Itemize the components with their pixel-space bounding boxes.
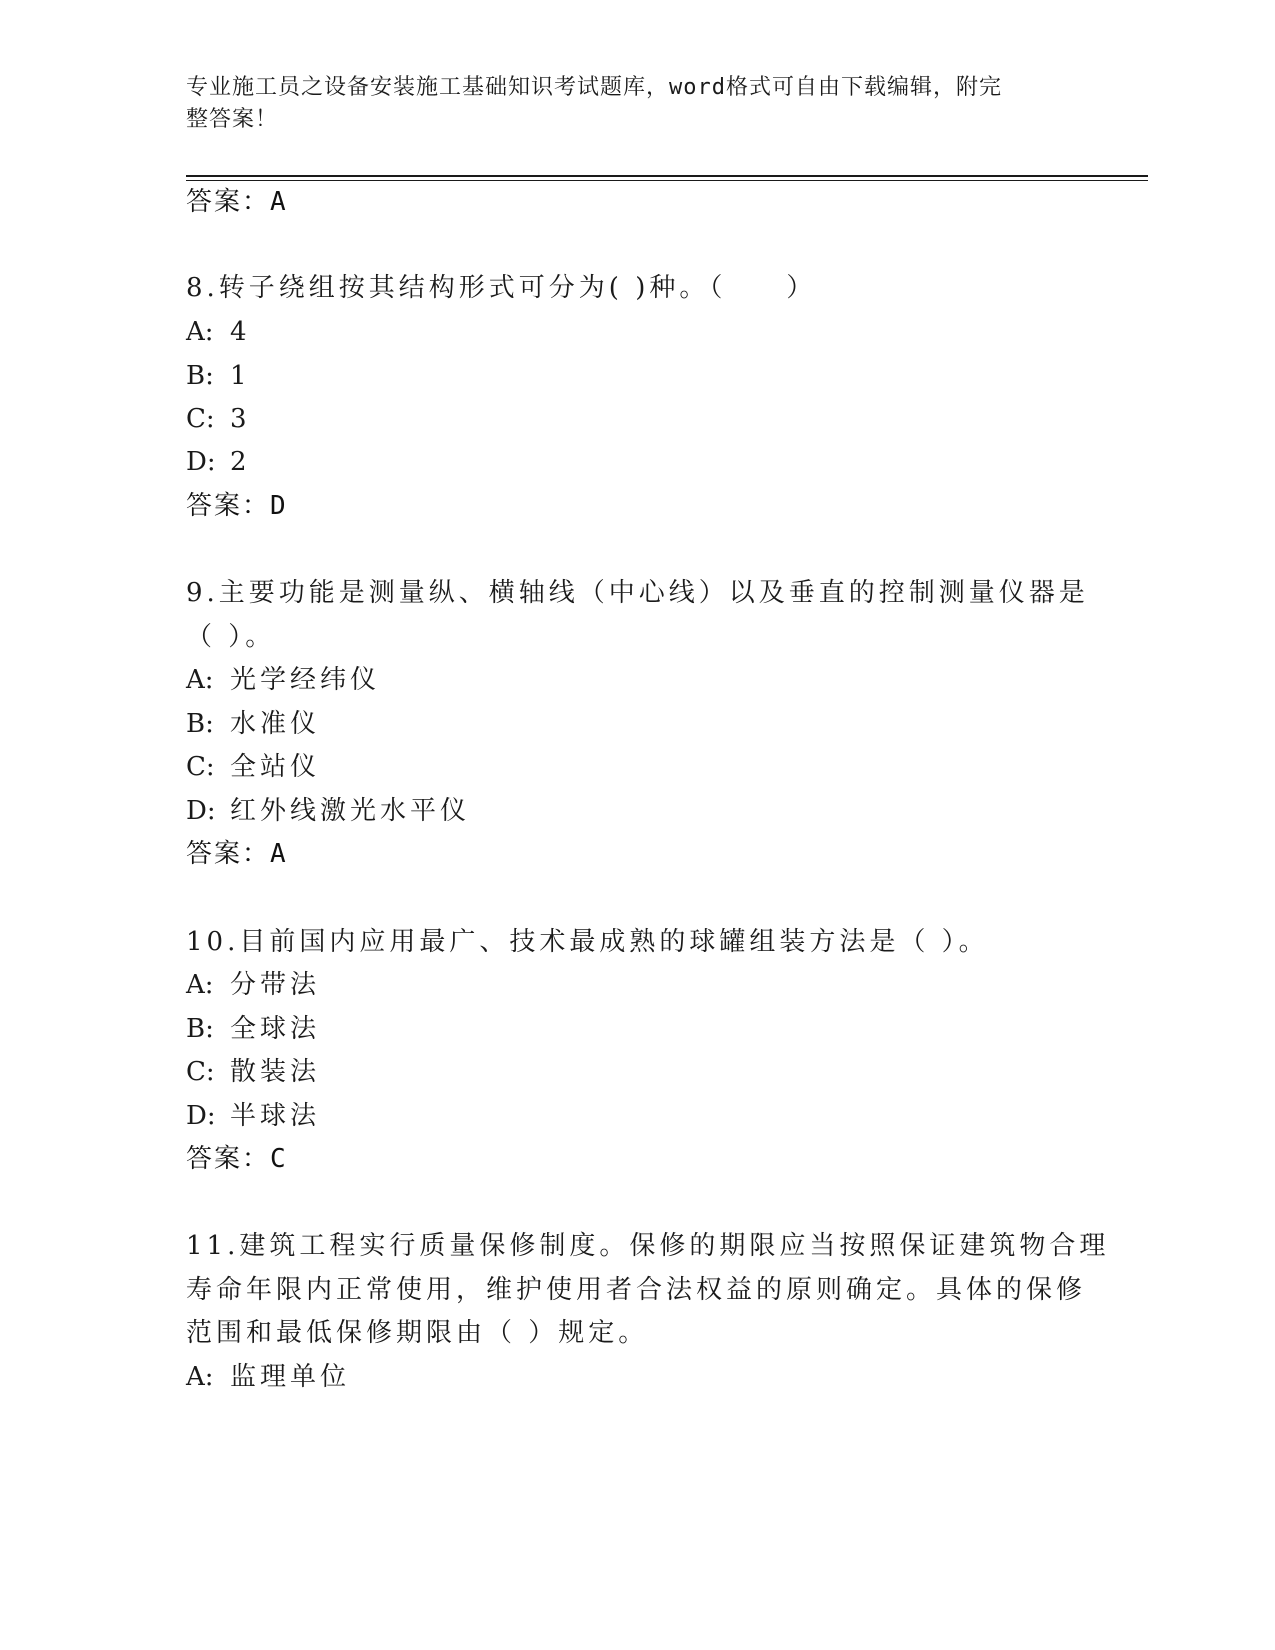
- document-header: [186, 72, 1066, 136]
- question-11-text-line-1: 11.建筑工程实行质量保修制度。保修的期限应当按照保证建筑物合理: [186, 1231, 1110, 1261]
- question-8-option-a: A: 4: [186, 317, 251, 347]
- question-10-answer: 答案：C: [186, 1144, 288, 1174]
- question-9-option-b: B: 水准仪: [186, 709, 321, 739]
- question-10-option-c: C: 散装法: [186, 1057, 321, 1087]
- question-10-option-b: B: 全球法: [186, 1014, 321, 1044]
- question-11-text-line-3: 范围和最低保修期限由（ ）规定。: [186, 1318, 649, 1348]
- question-10-text: 10.目前国内应用最广、技术最成熟的球罐组装方法是（ ）。: [186, 927, 989, 957]
- question-9-option-a: A: 光学经纬仪: [186, 665, 381, 695]
- header-line-1: 专业施工员之设备安装施工基础知识考试题库，word格式可自由下载编辑，附完: [186, 75, 1002, 100]
- question-8-option-d: D: 2: [186, 447, 251, 477]
- question-8-text: 8.转子绕组按其结构形式可分为( )种。（ ）: [186, 273, 817, 303]
- previous-answer: 答案：A: [186, 187, 288, 217]
- question-11-text-line-2: 寿命年限内正常使用，维护使用者合法权益的原则确定。具体的保修: [186, 1275, 1087, 1305]
- question-9-answer: 答案：A: [186, 839, 288, 869]
- header-rule-thick: [186, 175, 1148, 177]
- question-8-option-c: C: 3: [186, 404, 251, 434]
- question-10-option-d: D: 半球法: [186, 1101, 321, 1131]
- question-9-option-c: C: 全站仪: [186, 752, 321, 782]
- header-rule-thin: [186, 180, 1148, 181]
- question-8-answer: 答案：D: [186, 491, 288, 521]
- question-8-option-b: B: 1: [186, 361, 251, 391]
- question-11-option-a: A: 监理单位: [186, 1362, 351, 1392]
- question-9-text-line-1: 9.主要功能是测量纵、横轴线（中心线）以及垂直的控制测量仪器是: [186, 578, 1089, 608]
- header-line-2: 整答案！: [186, 107, 279, 132]
- question-9-option-d: D: 红外线激光水平仪: [186, 796, 471, 826]
- question-10-option-a: A: 分带法: [186, 970, 321, 1000]
- question-9-text-line-2: （ ）。: [186, 622, 276, 652]
